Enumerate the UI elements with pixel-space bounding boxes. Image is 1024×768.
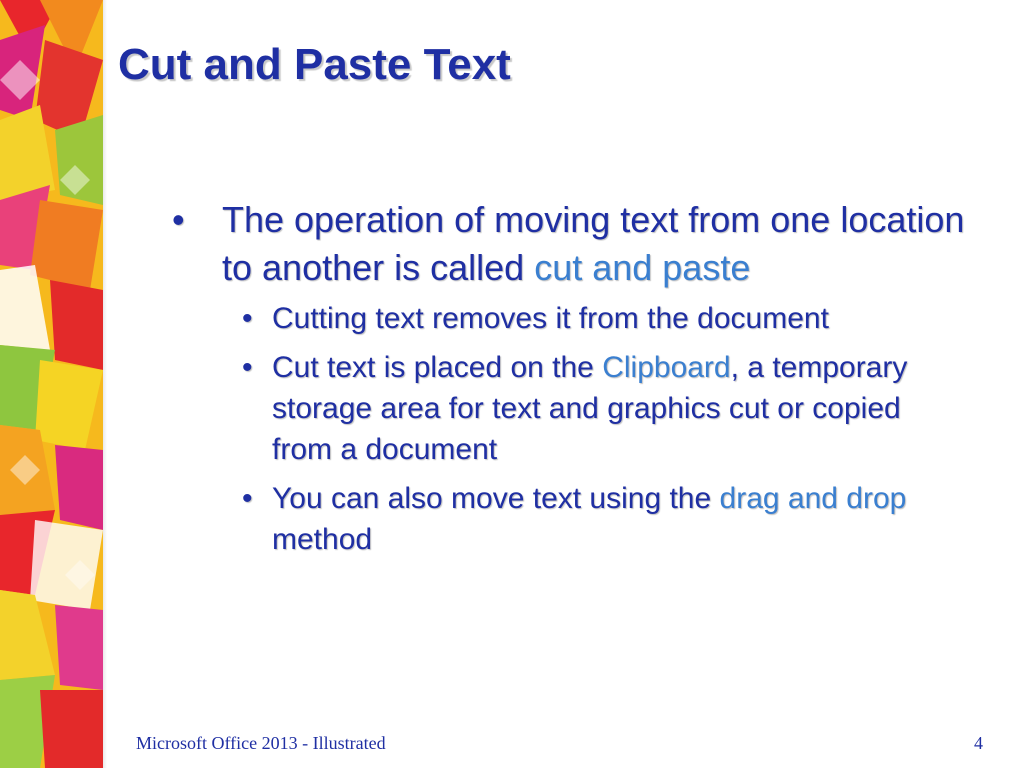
bullet-icon: • bbox=[242, 302, 253, 335]
sub-bullet-text-after: method bbox=[272, 523, 373, 556]
sub-bullet-item bbox=[238, 478, 952, 560]
sub-bullet-text: Cutting text removes it from the document bbox=[272, 302, 829, 335]
sub-bullet-list bbox=[160, 298, 980, 560]
bullet-main-text: The operation of moving text from one location to another is called bbox=[222, 199, 965, 288]
keyword-cut-and-paste: cut and paste bbox=[534, 247, 751, 288]
slide-footer: Microsoft Office 2013 - Illustrated bbox=[136, 733, 386, 753]
strip-edge-shadow bbox=[103, 0, 107, 768]
sub-bullet-item bbox=[238, 347, 952, 470]
sub-bullet-text-after: , a temporary storage area for text and graphics cut or copied from a document bbox=[272, 351, 908, 466]
page-number: 4 bbox=[974, 733, 983, 753]
sub-bullet-text: Cut text is placed on the bbox=[272, 351, 603, 384]
diamond-pattern-graphic bbox=[0, 0, 103, 768]
sub-bullet-item bbox=[238, 298, 952, 339]
slide-title: Cut and Paste Text bbox=[118, 40, 511, 89]
bullet-icon: • bbox=[242, 351, 253, 384]
bullet-main bbox=[160, 196, 980, 292]
bullet-icon: • bbox=[242, 482, 253, 515]
bullet-icon: • bbox=[172, 199, 185, 240]
keyword-clipboard: Clipboard bbox=[602, 351, 731, 384]
sub-bullet-text: You can also move text using the bbox=[272, 482, 720, 515]
keyword-drag-and-drop: drag and drop bbox=[719, 482, 907, 515]
slide-body bbox=[160, 196, 980, 568]
decorative-left-strip bbox=[0, 0, 103, 768]
